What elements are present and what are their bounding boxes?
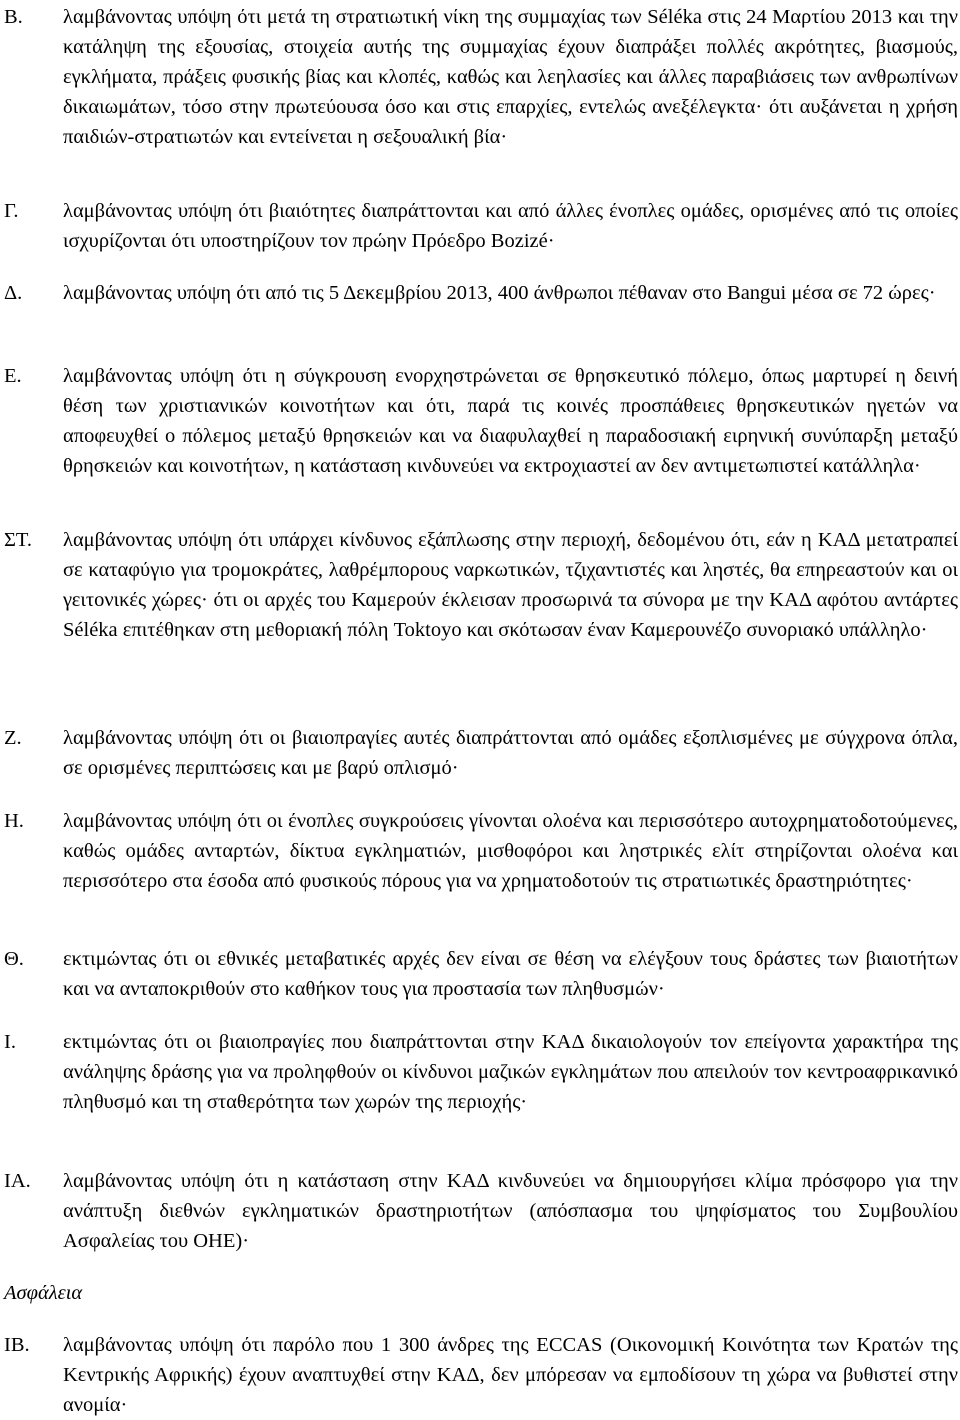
recital-text: εκτιμώντας ότι οι βιαιοπραγίες που διαπράττονται στην ΚΑΔ δικαιολογούν τον επείγοντα χαρακτήρα της ανάληψης δράσης για να προληφθούν οι κίνδυνοι μαζικών εγκλημάτων που απειλούν τον κεντροαφρικανικό πληθυσμό και τη σταθερότητα των χωρών της περιοχής· (63, 1031, 958, 1113)
recital-st (0, 525, 960, 645)
recital-text: λαμβάνοντας υπόψη ότι παρόλο που 1 300 άνδρες της ECCAS (Οικονομική Κοινότητα των Κρατών της Κεντρικής Αφρικής) έχουν αναπτυχθεί στην ΚΑΔ, δεν μπόρεσαν να εμποδίσουν τη χώρα να βυθιστεί στην ανομία· (63, 1334, 958, 1416)
recital-ia (0, 1166, 960, 1256)
recital-i (0, 1027, 960, 1117)
recital-text: λαμβάνοντας υπόψη ότι υπάρχει κίνδυνος εξάπλωσης στην περιοχή, δεδομένου ότι, εάν η ΚΑΔ μετατραπεί σε καταφύγιο για τρομοκράτες, λαθρέμπορους ναρκωτικών, τζιχαντιστές και ληστές, θα επηρεαστούν και οι γειτονικές χώρες· ότι οι αρχές του Καμερούν έκλεισαν προσωρινά τα σύνορα με την ΚΑΔ αφότου αντάρτες Séléka επιτέθηκαν στη μεθοριακή πόλη Toktoyo και σκότωσαν έναν Καμερουνέζο συνοριακό υπάλληλο· (63, 529, 958, 641)
recital-text: λαμβάνοντας υπόψη ότι οι ένοπλες συγκρούσεις γίνονται ολοένα και περισσότερο αυτοχρηματοδοτούμενες, καθώς ομάδες ανταρτών, δίκτυα εγκληματιών, μισθοφόροι και ληστρικές ελίτ στηρίζονται ολοένα και περισσότερο στα έσοδα από φυσικούς πόρους για να χρηματοδοτούν τις στρατιωτικές δραστηριότητες· (63, 810, 958, 892)
recital-marker: ΙΒ. (4, 1334, 30, 1356)
recital-marker: Ζ. (4, 727, 22, 749)
recital-h (0, 806, 960, 896)
recital-marker: Ι. (4, 1031, 16, 1053)
section-heading: Ασφάλεια (4, 1282, 83, 1304)
recital-text: λαμβάνοντας υπόψη ότι βιαιότητες διαπράττονται και από άλλες ένοπλες ομάδες, ορισμένες από τις οποίες ισχυρίζονται ότι υποστηρίζουν τον πρώην Πρόεδρο Bozizé· (63, 200, 958, 252)
recital-c (0, 196, 960, 256)
recital-marker: Ε. (4, 365, 22, 387)
recital-text: λαμβάνοντας υπόψη ότι οι βιαιοπραγίες αυτές διαπράττονται από ομάδες εξοπλισμένες με σύγχρονα όπλα, σε ορισμένες περιπτώσεις και με βαρύ οπλισμό· (63, 727, 958, 779)
recital-th (0, 944, 960, 1004)
recital-marker: ΣΤ. (4, 529, 33, 551)
recital-z (0, 723, 960, 783)
recital-e (0, 361, 960, 481)
recital-marker: Β. (4, 6, 23, 28)
recital-ib (0, 1330, 960, 1420)
recital-marker: Η. (4, 810, 24, 832)
recital-text: εκτιμώντας ότι οι εθνικές μεταβατικές αρχές δεν είναι σε θέση να ελέγξουν τους δράστες των βιαιοτήτων και να ανταποκριθούν στο καθήκον τους για προστασία των πληθυσμών· (63, 948, 958, 1000)
recital-text: λαμβάνοντας υπόψη ότι μετά τη στρατιωτική νίκη της συμμαχίας των Séléka στις 24 Μαρτίου 2013 και την κατάληψη της εξουσίας, στοιχεία αυτής της συμμαχίας έχουν διαπράξει πολλές ακρότητες, βιασμούς, εγκλήματα, πράξεις φυσικής βίας και κλοπές, καθώς και λεηλασίες και άλλες παραβιάσεις των ανθρωπίνων δικαιωμάτων, τόσο στην πρωτεύουσα όσο και στις επαρχίες, εντελώς ανεξέλεγκτα· ότι αυξάνεται η χρήση παιδιών-στρατιωτών και εντείνεται η σεξουαλική βία· (63, 6, 958, 148)
recital-text: λαμβάνοντας υπόψη ότι από τις 5 Δεκεμβρίου 2013, 400 άνθρωποι πέθαναν στο Bangui μέσα σε 72 ώρες· (63, 282, 936, 304)
recital-marker: Δ. (4, 282, 23, 304)
recital-text: λαμβάνοντας υπόψη ότι η κατάσταση στην ΚΑΔ κινδυνεύει να δημιουργήσει κλίμα πρόσφορο για την ανάπτυξη διεθνών εγκληματικών δραστηριοτήτων (απόσπασμα του ψηφίσματος του Συμβουλίου Ασφαλείας του ΟΗΕ)· (63, 1170, 958, 1252)
recital-marker: Γ. (4, 200, 19, 222)
recital-b (0, 2, 960, 152)
recital-text: λαμβάνοντας υπόψη ότι η σύγκρουση ενορχηστρώνεται σε θρησκευτικό πόλεμο, όπως μαρτυρεί η δεινή θέση των χριστιανικών κοινοτήτων και ότι, παρά τις κοινές προσπάθειες θρησκευτικών ηγετών να αποφευχθεί ο πόλεμος μεταξύ θρησκειών και να διαφυλαχθεί η παραδοσιακή ειρηνική συνύπαρξη μεταξύ θρησκειών και κοινοτήτων, η κατάσταση κινδυνεύει να εκτροχιαστεί αν δεν αντιμετωπιστεί κατάλληλα· (63, 365, 958, 477)
recital-marker: Θ. (4, 948, 24, 970)
recital-marker: ΙΑ. (4, 1170, 31, 1192)
recital-d (0, 278, 960, 308)
